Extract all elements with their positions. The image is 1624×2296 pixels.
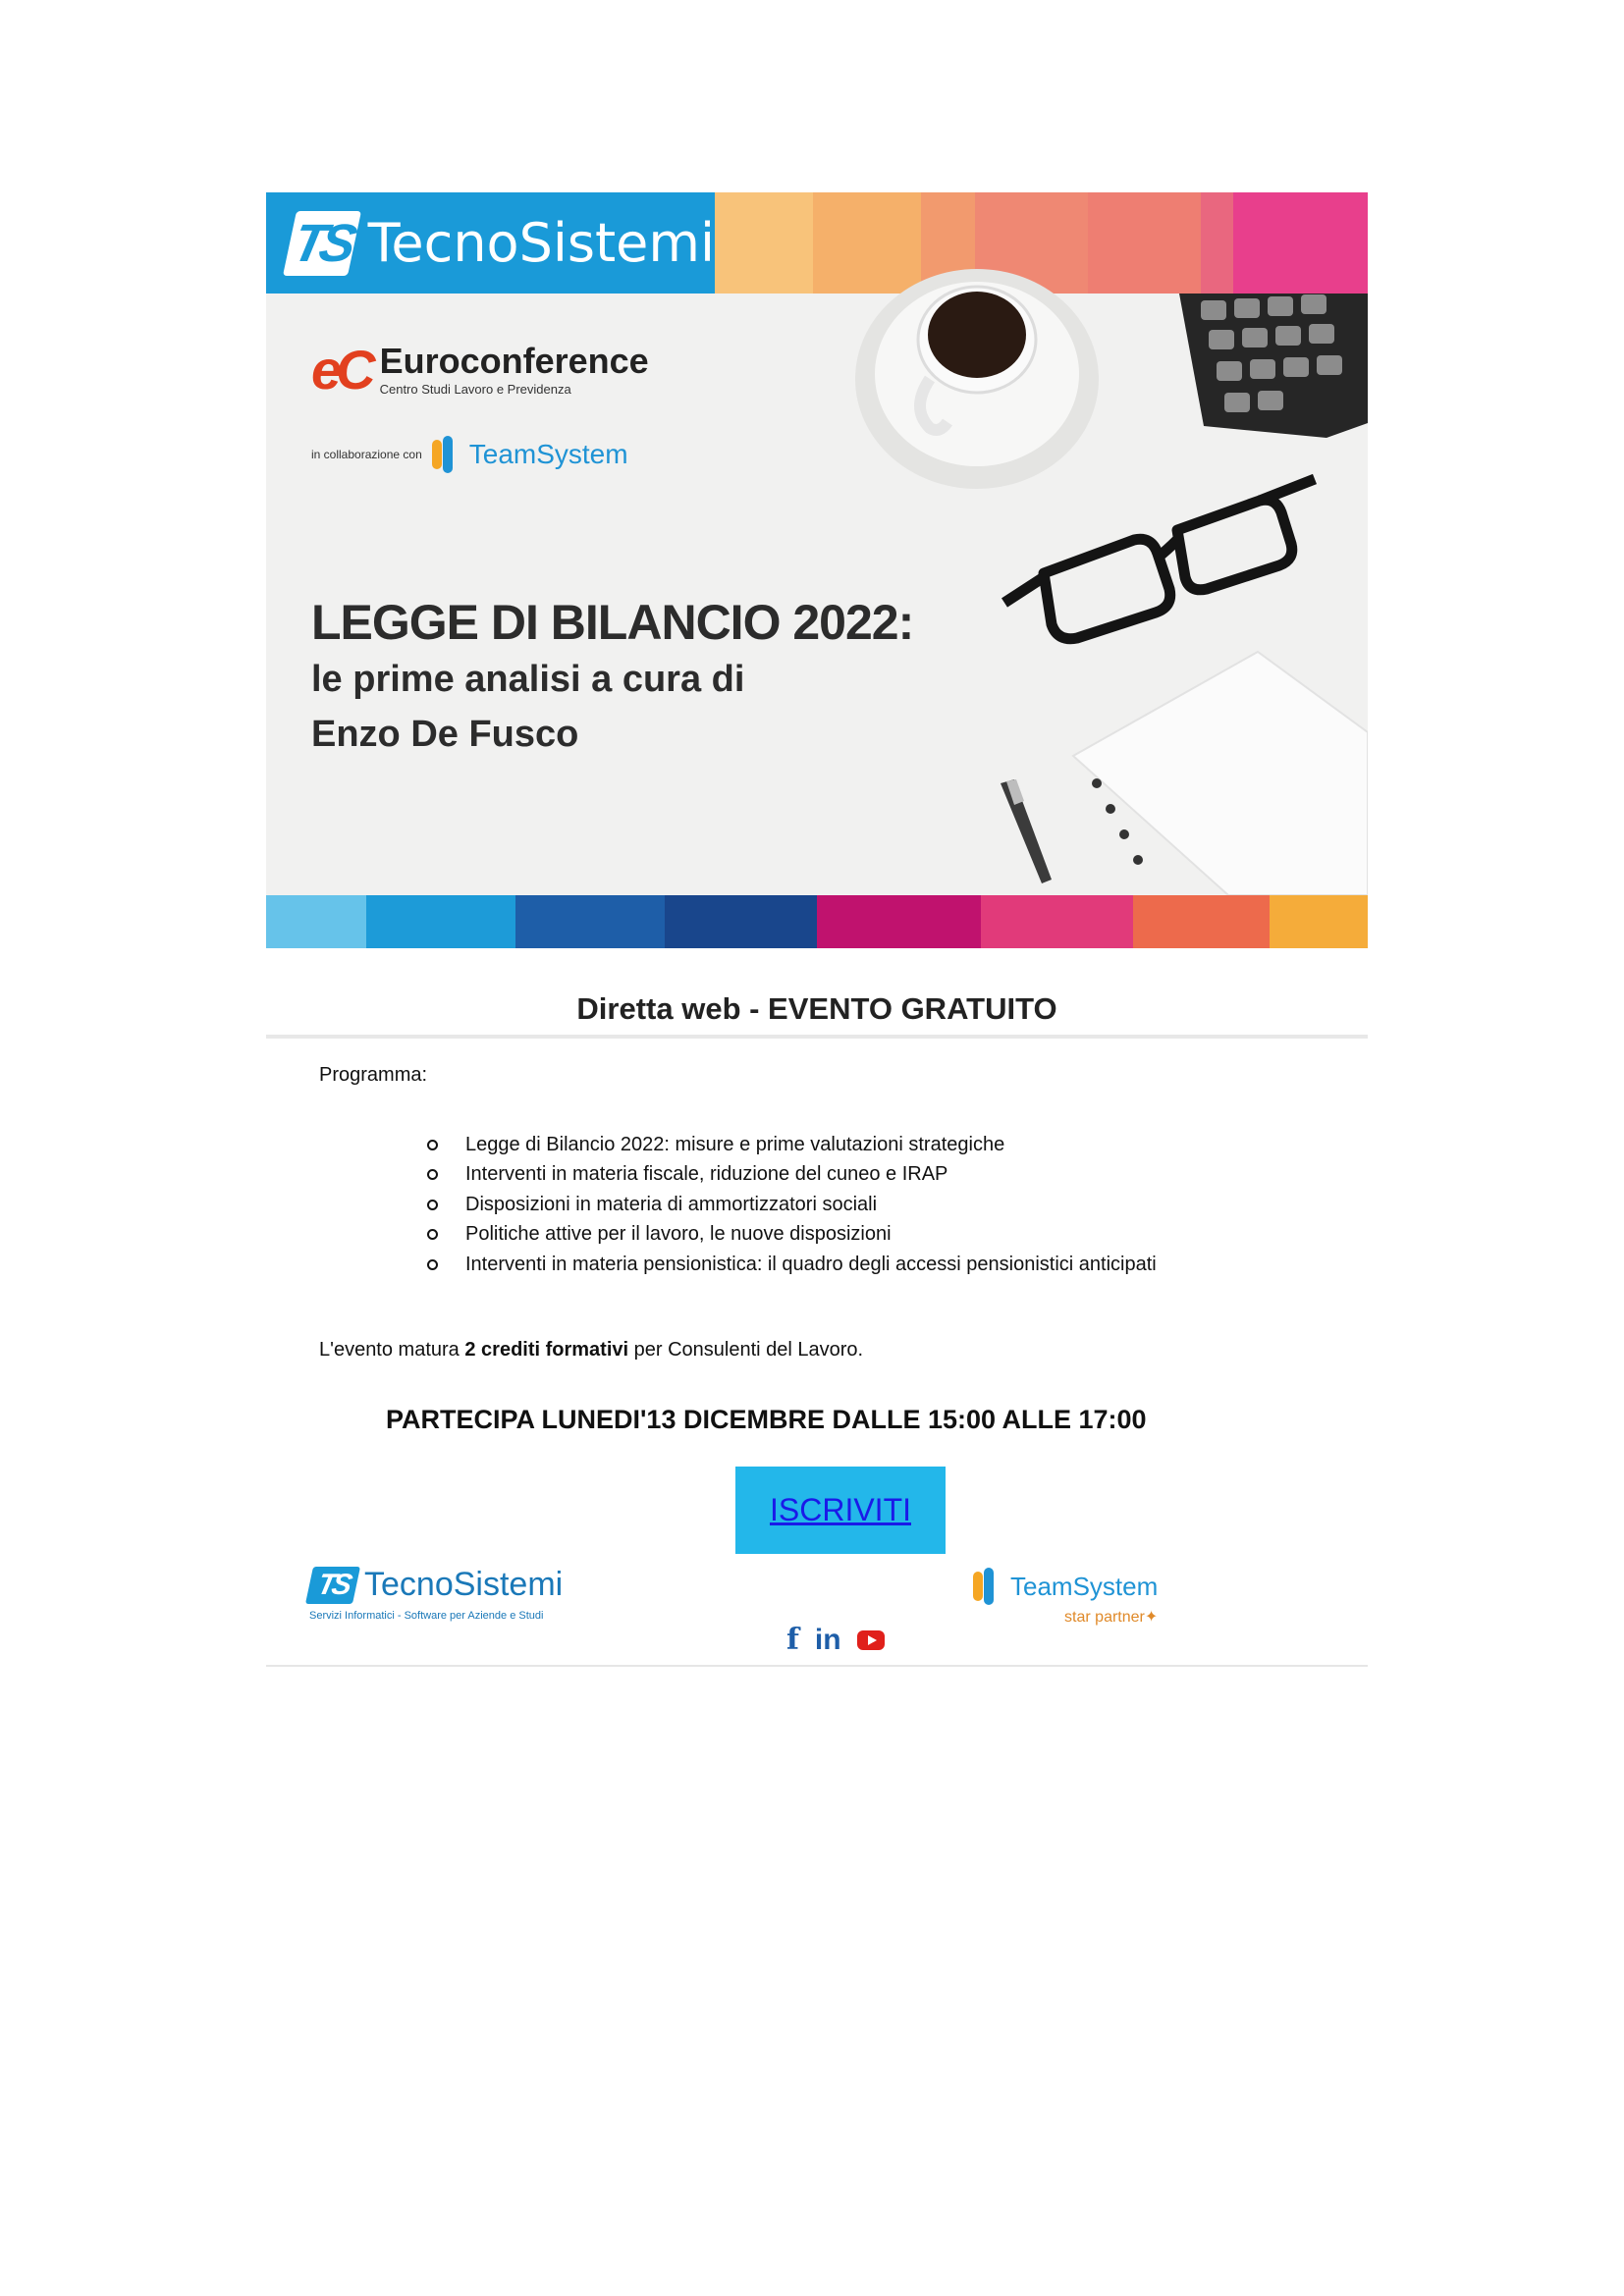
tecnosistemi-logo-mark: TS xyxy=(283,211,361,276)
program-label: Programma: xyxy=(319,1064,428,1086)
bullet-icon xyxy=(427,1229,438,1240)
list-item: Legge di Bilancio 2022: misure e prime valutazioni strategiche xyxy=(427,1130,1368,1160)
notebook-shape xyxy=(1073,652,1368,895)
glasses-shape xyxy=(1004,479,1315,639)
footer xyxy=(266,1562,1368,1660)
program-list xyxy=(319,1130,1368,1280)
color-swatch xyxy=(1133,895,1270,948)
footer-tecnosistemi-logo[interactable] xyxy=(309,1566,563,1622)
event-subheading: Diretta web - EVENTO GRATUITO xyxy=(266,991,1368,1039)
euroconference-logo-mark: eC xyxy=(311,339,370,400)
participation-date: PARTECIPA LUNEDI'13 DICEMBRE DALLE 15:00 ALLE 17:00 xyxy=(386,1404,1147,1434)
collaboration-text: in collaborazione con xyxy=(311,448,422,461)
email-body xyxy=(266,192,1368,1657)
color-swatch xyxy=(266,895,366,948)
bullet-icon xyxy=(427,1259,438,1270)
hero-speaker: Enzo De Fusco xyxy=(311,714,579,755)
tecnosistemi-footer-name: TecnoSistemi xyxy=(364,1566,564,1603)
signup-button[interactable] xyxy=(735,1467,946,1560)
teamsystem-logo-text: TeamSystem xyxy=(468,439,628,469)
bullet-icon xyxy=(427,1169,438,1180)
event-banner xyxy=(266,192,1368,948)
youtube-icon[interactable] xyxy=(857,1630,885,1650)
teamsystem-footer-icon xyxy=(973,1568,1002,1605)
signup-link[interactable]: ISCRIVITI xyxy=(769,1492,911,1527)
bullet-icon xyxy=(427,1140,438,1150)
tecnosistemi-logo-text: TecnoSistemi xyxy=(367,212,715,274)
banner-bottom-strip xyxy=(266,895,1368,948)
color-swatch xyxy=(665,895,817,948)
list-item: Disposizioni in materia di ammortizzatori sociali xyxy=(427,1190,1368,1220)
hero-subline: le prime analisi a cura di xyxy=(311,659,745,700)
euroconference-title: Euroconference xyxy=(379,341,649,381)
facebook-icon[interactable]: f xyxy=(786,1623,799,1657)
list-item: Interventi in materia fiscale, riduzione del cuneo e IRAP xyxy=(427,1160,1368,1191)
credits-note: L'evento matura 2 crediti formativi per Consulenti del Lavoro. xyxy=(319,1338,864,1361)
list-item: Politiche attive per il lavoro, le nuove disposizioni xyxy=(427,1220,1368,1251)
list-item: Interventi in materia pensionistica: il quadro degli accessi pensionistici anticipati xyxy=(427,1250,1368,1280)
social-links xyxy=(786,1623,885,1657)
euroconference-subtitle: Centro Studi Lavoro e Previdenza xyxy=(379,382,571,397)
star-partner-label: star partner✦ xyxy=(1064,1609,1159,1626)
hero-headline: LEGGE DI BILANCIO 2022: xyxy=(311,595,914,650)
color-swatch xyxy=(515,895,665,948)
color-swatch xyxy=(981,895,1133,948)
bullet-icon xyxy=(427,1200,438,1210)
footer-divider xyxy=(266,1665,1368,1667)
color-swatch xyxy=(817,895,981,948)
footer-teamsystem-logo[interactable] xyxy=(963,1568,1158,1627)
linkedin-icon[interactable]: in xyxy=(814,1623,841,1656)
tecnosistemi-footer-subtitle: Servizi Informatici - Software per Aziende e Studi xyxy=(309,1610,544,1622)
calculator-shape xyxy=(1179,294,1368,438)
teamsystem-footer-name: TeamSystem xyxy=(1010,1571,1159,1601)
star-icon: ✦ xyxy=(1144,1609,1159,1626)
color-swatch xyxy=(366,895,515,948)
color-swatch xyxy=(1270,895,1368,948)
tecnosistemi-footer-mark: TS xyxy=(305,1567,360,1604)
pen-shape xyxy=(1001,779,1052,883)
desk-photo-illustration xyxy=(266,192,1368,948)
